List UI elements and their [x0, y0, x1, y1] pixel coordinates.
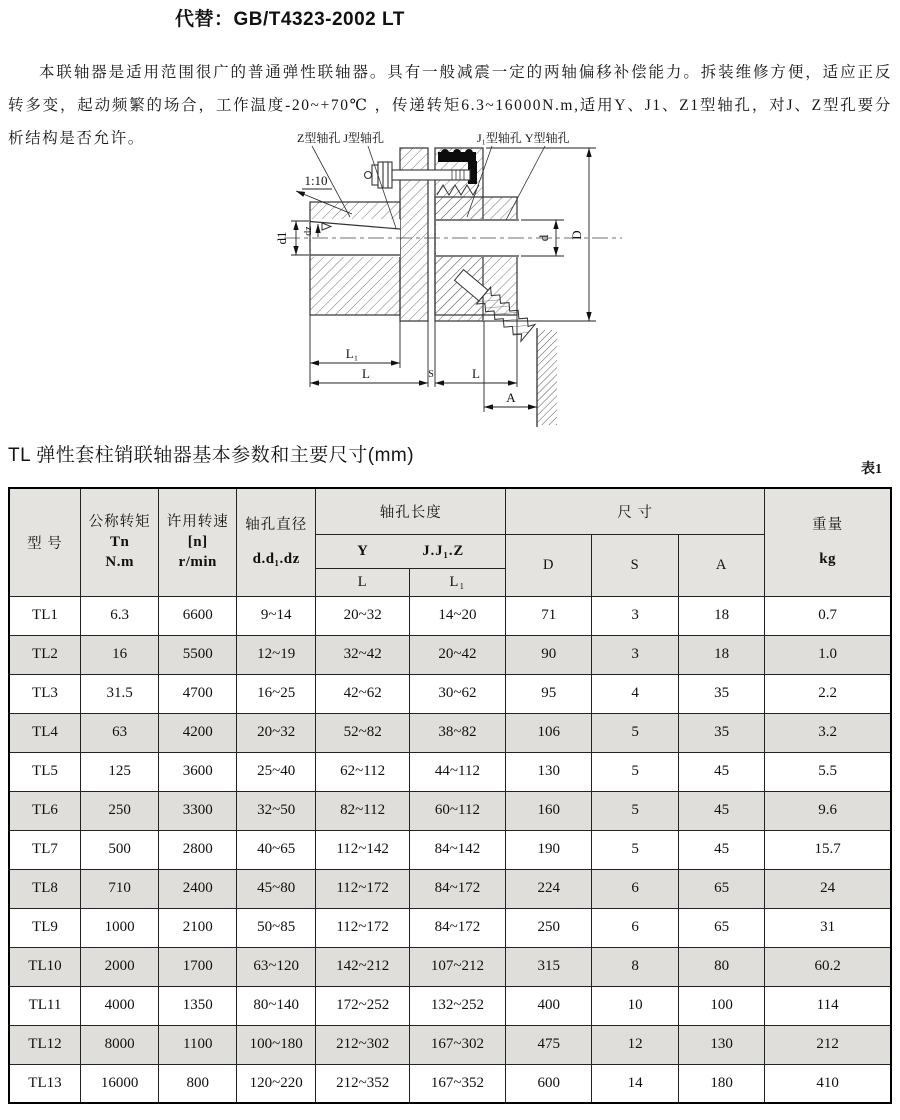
table-row [9, 869, 891, 908]
table-cell: 125 [80, 752, 158, 791]
table-row [9, 713, 891, 752]
table-row [9, 596, 891, 635]
table-row [9, 752, 891, 791]
header-bore-dia-sym: d.d₁.dz [252, 551, 300, 568]
table-cell: 3 [592, 635, 678, 674]
table-cell: TL7 [9, 830, 80, 869]
table-cell: 315 [506, 947, 592, 986]
dim-label-L-right: L [472, 366, 480, 381]
table-cell: 5 [592, 791, 678, 830]
header-L1: L₁ [409, 568, 505, 596]
table-cell: 112~172 [316, 908, 409, 947]
table-cell: 8000 [80, 1025, 158, 1064]
table-cell: TL3 [9, 674, 80, 713]
table-cell: 32~50 [237, 791, 316, 830]
table-row [9, 986, 891, 1025]
table-cell: 10 [592, 986, 678, 1025]
table-cell: 71 [506, 596, 592, 635]
table-cell: 35 [678, 713, 764, 752]
table-cell: 800 [159, 1064, 237, 1103]
table-row [9, 908, 891, 947]
table-cell: 45 [678, 830, 764, 869]
table-cell: 6 [592, 908, 678, 947]
table-cell: 3.2 [765, 713, 891, 752]
table-cell: 167~352 [409, 1064, 505, 1103]
replace-standard-title: 代替：GB/T4323-2002 LT [175, 9, 405, 30]
table-cell: 9~14 [237, 596, 316, 635]
table-cell: 14 [592, 1064, 678, 1103]
table-cell: 31.5 [80, 674, 158, 713]
table-cell: 4 [592, 674, 678, 713]
table-cell: 50~85 [237, 908, 316, 947]
table-cell: 52~82 [316, 713, 409, 752]
table-row [9, 947, 891, 986]
table-row [9, 791, 891, 830]
table-cell: 44~112 [409, 752, 505, 791]
table-cell: 80~140 [237, 986, 316, 1025]
table-cell: 500 [80, 830, 158, 869]
table-row [9, 1064, 891, 1103]
table-cell: 65 [678, 908, 764, 947]
table-cell: 80 [678, 947, 764, 986]
table-cell: 4200 [159, 713, 237, 752]
header-speed-sym: [n] [187, 534, 208, 551]
table-cell: 5 [592, 713, 678, 752]
header-dimensions: 尺 寸 [506, 488, 765, 534]
table-cell: 1700 [159, 947, 237, 986]
header-bore-length: 轴孔长度 [316, 488, 506, 534]
coupling-spec-table [8, 487, 892, 1104]
table-cell: 3300 [159, 791, 237, 830]
table-cell: 38~82 [409, 713, 505, 752]
header-weight [765, 488, 891, 596]
dim-label-d: d [536, 234, 551, 242]
table-cell: TL12 [9, 1025, 80, 1064]
table-cell: 84~142 [409, 830, 505, 869]
header-bore-dia-cn: 轴孔直径 [245, 517, 308, 534]
table-cell: 95 [506, 674, 592, 713]
table-cell: TL13 [9, 1064, 80, 1103]
table-cell: 130 [678, 1025, 764, 1064]
hole-type-label-right: J₁型轴孔 Y型轴孔 [477, 131, 570, 145]
table-cell: 100~180 [237, 1025, 316, 1064]
table-cell: 16~25 [237, 674, 316, 713]
table-cell: 45 [678, 752, 764, 791]
table-cell: 14~20 [409, 596, 505, 635]
table-cell: 45~80 [237, 869, 316, 908]
header-torque-sym: Tn [110, 534, 130, 551]
table-cell: 3600 [159, 752, 237, 791]
table-cell: 18 [678, 635, 764, 674]
table-cell: TL5 [9, 752, 80, 791]
table-cell: TL6 [9, 791, 80, 830]
table-cell: 5.5 [765, 752, 891, 791]
table-cell: TL9 [9, 908, 80, 947]
table-cell: 167~302 [409, 1025, 505, 1064]
table-row [9, 830, 891, 869]
table-cell: 475 [506, 1025, 592, 1064]
table-cell: 2400 [159, 869, 237, 908]
table-cell: 212 [765, 1025, 891, 1064]
table-cell: 63~120 [237, 947, 316, 986]
table-cell: 4700 [159, 674, 237, 713]
table-cell: 410 [765, 1064, 891, 1103]
table-cell: 12 [592, 1025, 678, 1064]
table-cell: 40~65 [237, 830, 316, 869]
table-cell: 132~252 [409, 986, 505, 1025]
header-torque-cn: 公称转矩 [88, 514, 151, 531]
table-cell: 8 [592, 947, 678, 986]
table-cell: 250 [506, 908, 592, 947]
dim-label-L-left: L [362, 366, 370, 381]
section-title: TL 弹性套柱销联轴器基本参数和主要尺寸(mm) [8, 445, 415, 466]
table-cell: 20~32 [237, 713, 316, 752]
table-row [9, 1025, 891, 1064]
table-cell: 1350 [159, 986, 237, 1025]
table-cell: 3 [592, 596, 678, 635]
table-cell: 2100 [159, 908, 237, 947]
table-cell: 190 [506, 830, 592, 869]
table-cell: 9.6 [765, 791, 891, 830]
table-cell: 0.7 [765, 596, 891, 635]
table-cell: 18 [678, 596, 764, 635]
table-cell: TL1 [9, 596, 80, 635]
table-cell: 4000 [80, 986, 158, 1025]
table-cell: 212~302 [316, 1025, 409, 1064]
header-speed-unit: r/min [178, 554, 217, 571]
table-cell: 32~42 [316, 635, 409, 674]
header-weight-cn: 重量 [812, 517, 844, 534]
table-cell: 130 [506, 752, 592, 791]
header-type-jjz: J.J₁.Z [422, 542, 465, 559]
table-cell: 24 [765, 869, 891, 908]
coupling-section-drawing [0, 125, 900, 437]
table-cell: 172~252 [316, 986, 409, 1025]
hole-type-label-left: Z型轴孔 J型轴孔 [297, 131, 385, 145]
table-cell: 5500 [159, 635, 237, 674]
dim-label-D: D [569, 230, 584, 240]
table-cell: 100 [678, 986, 764, 1025]
table-cell: 224 [506, 869, 592, 908]
table-cell: 250 [80, 791, 158, 830]
table-cell: 1000 [80, 908, 158, 947]
dim-label-d1: d1 [274, 231, 289, 245]
table-cell: 2.2 [765, 674, 891, 713]
table-header [9, 488, 891, 596]
table-row [9, 635, 891, 674]
table-cell: 2000 [80, 947, 158, 986]
header-L: L [316, 568, 409, 596]
table-cell: 25~40 [237, 752, 316, 791]
table-row [9, 674, 891, 713]
table-cell: 114 [765, 986, 891, 1025]
table-cell: TL4 [9, 713, 80, 752]
table-cell: 112~142 [316, 830, 409, 869]
header-torque [80, 488, 158, 596]
header-D: D [506, 534, 592, 596]
table-cell: 180 [678, 1064, 764, 1103]
table-cell: 60~112 [409, 791, 505, 830]
dim-label-A: A [506, 390, 516, 405]
table-cell: 60.2 [765, 947, 891, 986]
header-speed [159, 488, 237, 596]
header-torque-unit: N.m [105, 554, 134, 571]
table-cell: 5 [592, 752, 678, 791]
table-cell: 16000 [80, 1064, 158, 1103]
table-cell: 20~42 [409, 635, 505, 674]
dim-label-dz: dz [303, 226, 314, 236]
table-cell: 6600 [159, 596, 237, 635]
table-cell: TL11 [9, 986, 80, 1025]
mounting-wall [537, 328, 557, 427]
table-cell: 20~32 [316, 596, 409, 635]
table-cell: 35 [678, 674, 764, 713]
table-number-tag: 表1 [861, 462, 882, 477]
table-cell: 62~112 [316, 752, 409, 791]
table-cell: 63 [80, 713, 158, 752]
header-A: A [678, 534, 764, 596]
table-cell: 84~172 [409, 908, 505, 947]
table-cell: 31 [765, 908, 891, 947]
dim-label-S: S [428, 369, 434, 380]
table-cell: 600 [506, 1064, 592, 1103]
table-cell: 15.7 [765, 830, 891, 869]
table-cell: 45 [678, 791, 764, 830]
table-cell: 160 [506, 791, 592, 830]
table-cell: 1.0 [765, 635, 891, 674]
table-cell: 112~172 [316, 869, 409, 908]
table-cell: 5 [592, 830, 678, 869]
table-cell: 84~172 [409, 869, 505, 908]
table-cell: 90 [506, 635, 592, 674]
table-cell: TL10 [9, 947, 80, 986]
table-cell: 142~212 [316, 947, 409, 986]
header-hole-types [316, 534, 506, 568]
table-cell: 2800 [159, 830, 237, 869]
table-cell: 107~212 [409, 947, 505, 986]
header-type-y: Y [357, 542, 369, 559]
table-cell: 1100 [159, 1025, 237, 1064]
header-model: 型 号 [9, 488, 80, 596]
table-cell: 30~62 [409, 674, 505, 713]
table-cell: 42~62 [316, 674, 409, 713]
table-cell: 16 [80, 635, 158, 674]
header-speed-cn: 许用转速 [166, 514, 229, 531]
table-cell: 212~352 [316, 1064, 409, 1103]
table-cell: 6.3 [80, 596, 158, 635]
table-cell: 106 [506, 713, 592, 752]
table-cell: 6 [592, 869, 678, 908]
table-cell: 65 [678, 869, 764, 908]
header-bore-diameter [237, 488, 316, 596]
header-S: S [592, 534, 678, 596]
table-cell: TL8 [9, 869, 80, 908]
taper-ratio-label: 1:10 [304, 173, 328, 188]
table-cell: TL2 [9, 635, 80, 674]
table-cell: 12~19 [237, 635, 316, 674]
header-weight-unit: kg [819, 551, 837, 568]
table-cell: 82~112 [316, 791, 409, 830]
dim-label-L1: L₁ [345, 346, 359, 361]
table-cell: 400 [506, 986, 592, 1025]
table-cell: 120~220 [237, 1064, 316, 1103]
table-body [9, 596, 891, 1103]
table-cell: 710 [80, 869, 158, 908]
intro-paragraph: 本联轴器是适用范围很广的普通弹性联轴器。具有一般减震一定的两轴偏移补偿能力。拆装维修方便，适应正反转多变，起动频繁的场合，工作温度-20~+70℃ ，传递转矩6.3~16000N.m,适用Y、J1、Z1型轴孔，对J、Z型孔要分析结构是否允许。 [8, 63, 892, 147]
